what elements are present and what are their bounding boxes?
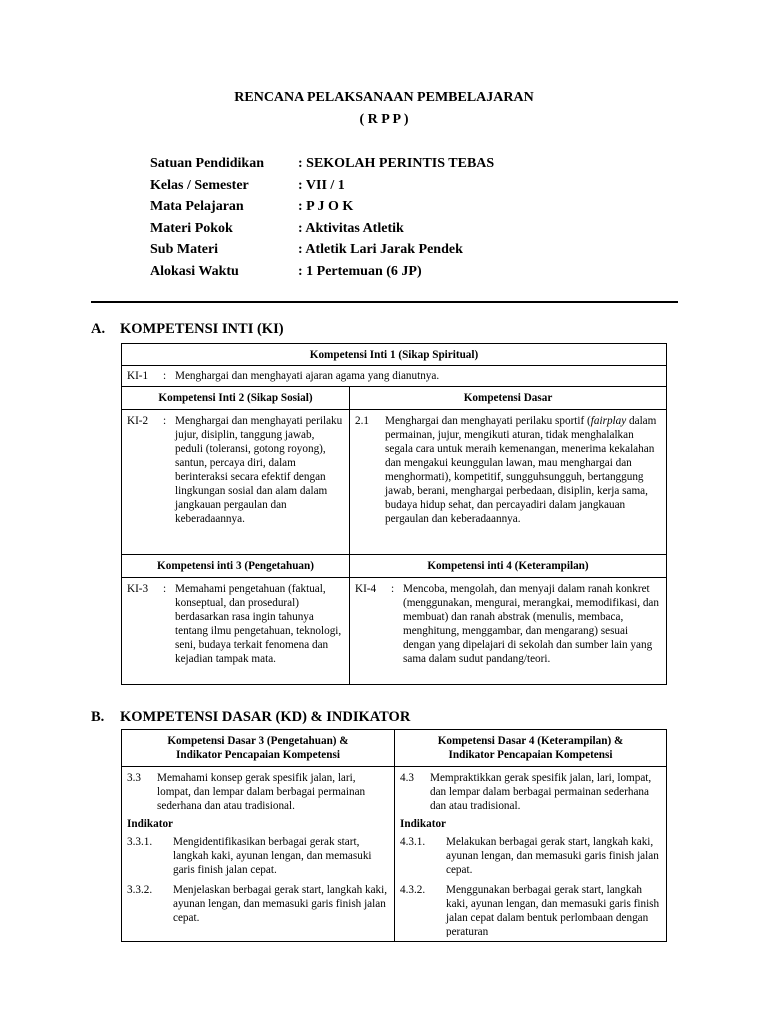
kd33-code: 3.3 [127, 772, 141, 784]
ki4-code: KI-4 [355, 583, 377, 595]
ki3-header: Kompetensi inti 3 (Pengetahuan) [122, 555, 350, 578]
section-a-title: KOMPETENSI INTI (KI) [120, 321, 284, 337]
section-b-heading [91, 709, 410, 726]
indikator-label: Indikator [127, 818, 174, 830]
table-row [122, 578, 667, 685]
kd3-header [122, 730, 395, 767]
kd43-code: 4.3 [400, 772, 414, 784]
kd21-text-italic: fairplay [590, 415, 627, 427]
ki1-text: Menghargai dan menghayati ajaran agama yang dianutnya. [175, 370, 440, 382]
ki1-cell [122, 366, 667, 387]
table-row [122, 366, 667, 387]
ind331-text: Mengidentifikasikan berbagai gerak start, langkah kaki, ayunan lengan, dan memasuki garis finish jalan cepat. [173, 836, 372, 876]
table-row [122, 730, 667, 767]
table-row [122, 344, 667, 366]
colon: : [163, 583, 167, 595]
kd-header: Kompetensi Dasar [350, 387, 667, 410]
colon: : [163, 370, 167, 382]
kd4-header-line: Kompetensi Dasar 4 (Keterampilan) & [437, 735, 624, 747]
colon: : [163, 415, 167, 427]
ki3-text: Memahami pengetahuan (faktual, konseptual, dan prosedural) berdasarkan rasa ingin tahunya tentang ilmu pengetahuan, teknologi, seni, budaya terkait fenomena dan kejadian tampak mata. [175, 583, 342, 665]
document-subtitle: ( R P P ) [359, 112, 409, 127]
kd21-cell [350, 410, 667, 555]
ki4-header: Kompetensi inti 4 (Keterampilan) [350, 555, 667, 578]
kd21-text-pre: Menghargai dan menghayati perilaku sportif ( [385, 415, 591, 427]
kd21-text [385, 414, 661, 526]
kd43-text: Mempraktikkan gerak spesifik jalan, lari, lompat, dan lempar dalam berbagai permainan sederhana dan atau tradisional. [430, 772, 652, 812]
kd3-header-line: Indikator Pencapaian Kompetensi [176, 749, 340, 761]
ind431-code: 4.3.1. [400, 836, 426, 848]
ind432-code: 4.3.2. [400, 884, 426, 896]
ki4-text: Mencoba, mengolah, dan menyaji dalam ranah konkret (menggunakan, mengurai, merangkai, memodifikasi, dan membuat) dan ranah abstrak (menulis, membaca, menghitung, menggambar, dan mengarang) sesuai dengan yang dipelajari di sekolah dan sumber lain yang sama dalam sudut pandang/teori. [403, 583, 659, 665]
ind332-text: Menjelaskan berbagai gerak start, langkah kaki, ayunan lengan, dan memasuki garis finish jalan cepat. [173, 884, 388, 924]
identity-label: Alokasi Waktu [150, 263, 239, 279]
section-b-number: B. [91, 709, 105, 725]
ki2-code: KI-2 [127, 415, 149, 427]
kd3-header-line: Kompetensi Dasar 3 (Pengetahuan) & [167, 735, 349, 747]
identity-value: : SEKOLAH PERINTIS TEBAS [298, 156, 495, 171]
table-row [122, 387, 667, 410]
colon: : [391, 583, 395, 595]
kd3-cell [122, 767, 395, 942]
kd4-header [395, 730, 667, 767]
ind431-text: Melakukan berbagai gerak start, langkah kaki, ayunan lengan, dan memasuki garis finish jalan cepat. [446, 836, 659, 876]
table-row [122, 767, 667, 942]
section-a-number: A. [91, 321, 106, 337]
identity-value: : P J O K [298, 199, 354, 215]
ind331-code: 3.3.1. [127, 836, 153, 848]
ki1-header: Kompetensi Inti 1 (Sikap Spiritual) [122, 344, 667, 366]
kompetensi-dasar-table [121, 729, 667, 942]
identity-label: Kelas / Semester [150, 177, 249, 193]
kd21-text-post: dalam permainan, jujur, mengikuti aturan, tidak menghalalkan segala cara untuk meraih kemenangan, menerima kekalahan dan mengakui keunggulan lawan, mau menghargai dan menghormati), kompetitif, sungguhsungguh, bertanggung jawab, berani, menghargai perbedaan, disiplin, kerja sama, budaya hidup sehat, dan percayadiri dalam jangkauan pergaulan dan keberadaannya. [385, 415, 657, 525]
document-title: RENCANA PELAKSANAAN PEMBELAJARAN [234, 90, 534, 105]
identity-label: Mata Pelajaran [150, 199, 244, 215]
section-b-title: KOMPETENSI DASAR (KD) & INDIKATOR [120, 709, 411, 725]
ki2-cell [122, 410, 350, 555]
ki1-code: KI-1 [127, 370, 149, 382]
ki4-cell [350, 578, 667, 685]
ki2-header: Kompetensi Inti 2 (Sikap Sosial) [122, 387, 350, 410]
identity-value: : VII / 1 [298, 177, 345, 193]
ki3-code: KI-3 [127, 583, 149, 595]
horizontal-divider [91, 301, 678, 303]
section-a-heading [91, 321, 284, 338]
identity-value: : Atletik Lari Jarak Pendek [298, 242, 463, 258]
identity-label: Satuan Pendidikan [150, 156, 264, 171]
ki2-text: Menghargai dan menghayati perilaku jujur, disiplin, tanggung jawab, peduli (toleransi, gotong royong), santun, percaya diri, dalam berinteraksi secara efektif dengan lingkungan sosial dan alam dalam jangkauan pergaulan dan keberadaannya. [175, 415, 343, 525]
kd21-code: 2.1 [355, 415, 369, 427]
kompetensi-inti-table [121, 343, 667, 685]
kd4-header-line: Indikator Pencapaian Kompetensi [448, 749, 613, 761]
table-row [122, 410, 667, 555]
kd33-text: Memahami konsep gerak spesifik jalan, lari, lompat, dan lempar dalam berbagai permainan sederhana dan atau tradisional. [157, 772, 366, 812]
identity-value: : Aktivitas Atletik [298, 220, 404, 236]
identity-label: Sub Materi [150, 242, 219, 258]
ind332-code: 3.3.2. [127, 884, 153, 896]
ki3-cell [122, 578, 350, 685]
indikator-label: Indikator [400, 818, 447, 830]
identity-label: Materi Pokok [150, 220, 233, 236]
table-row [122, 555, 667, 578]
ind432-text: Menggunakan berbagai gerak start, langkah kaki, ayunan lengan, dan memasuki garis finish jalan cepat dalam bentuk perlombaan dengan peraturan [446, 884, 660, 937]
kd4-cell [395, 767, 667, 942]
identity-value: : 1 Pertemuan (6 JP) [298, 263, 422, 279]
